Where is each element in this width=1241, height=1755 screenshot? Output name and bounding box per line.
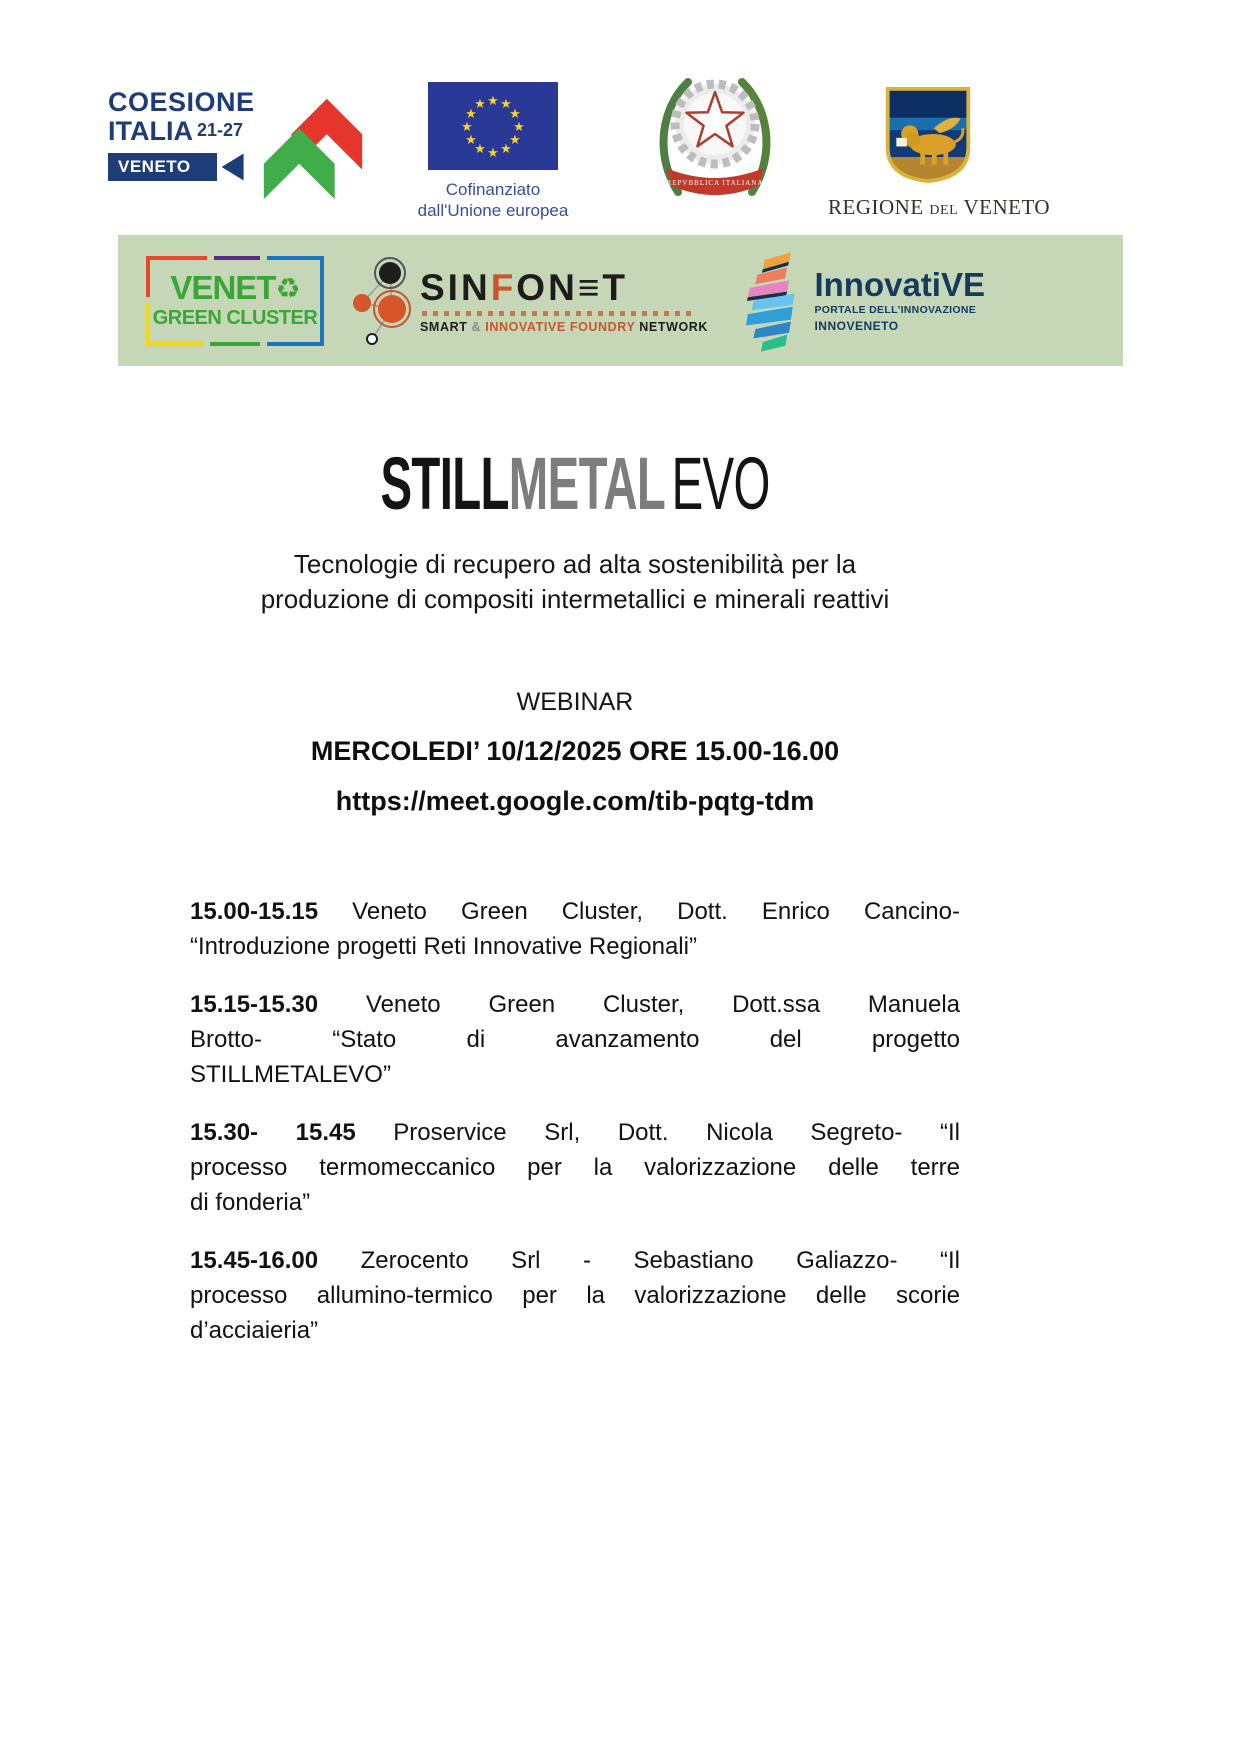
vgc-frame-segment (210, 342, 260, 346)
agenda-line: 15.45-16.00 Zerocento Srl - Sebastiano Galiazzo- “Il (190, 1247, 960, 1274)
subtitle-line2: produzione di compositi intermetallici e minerali reattivi (260, 584, 890, 614)
emblem-ribbon-text: REPVBBLICA ITALIANA (666, 179, 764, 187)
project-subtitle (190, 547, 960, 617)
sinfonet-tagline: SMART & INNOVATIVE FOUNDRY NETWORK (420, 319, 709, 334)
svg-text:★: ★ (509, 133, 521, 148)
agenda-item (190, 894, 960, 964)
svg-text:★: ★ (487, 94, 499, 109)
agenda-line: processo allumino-termico per la valorizzazione delle scorie (190, 1282, 960, 1309)
agenda-time: 15.30- 15.45 (190, 1119, 356, 1146)
meet-link[interactable]: https://meet.google.com/tib-pqtg-tdm (335, 786, 815, 816)
coesione-italia-logo (108, 88, 358, 198)
eu-caption (408, 179, 578, 221)
agenda-item (190, 987, 960, 1092)
left-arrow-icon (222, 154, 244, 181)
sinfonet-logo (350, 253, 708, 349)
project-title (190, 442, 960, 525)
title-part-evo: EVO (671, 442, 770, 525)
svg-text:★: ★ (513, 120, 525, 135)
vgc-frame-segment (146, 304, 150, 345)
vgc-frame-segment (320, 256, 324, 346)
document-body (190, 442, 961, 1371)
vgc-frame-segment (146, 342, 203, 346)
title-part-still: STILL (380, 442, 509, 525)
agenda-item (190, 1243, 960, 1348)
agenda-time: 15.45-16.00 (190, 1247, 319, 1274)
subtitle-line1: Tecnologie di recupero ad alta sostenibilità per la (293, 549, 857, 579)
innovative-logo (746, 247, 985, 355)
vgc-frame-segment (214, 256, 260, 260)
vgc-frame-segment (267, 256, 324, 260)
webinar-datetime: MERCOLEDI’ 10/12/2025 ORE 15.00-16.00 (310, 736, 840, 766)
agenda-line: processo termomeccanico per la valorizzazione delle terre (190, 1154, 960, 1181)
agenda-time: 15.15-15.30 (190, 991, 319, 1018)
svg-text:★: ★ (500, 97, 512, 112)
innovative-ribbon-icon (746, 247, 804, 355)
agenda-line: 15.30- 15.45 Proservice Srl, Dott. Nicola Segreto- “Il (190, 1119, 961, 1146)
vgc-name: VENET♻ (170, 269, 300, 306)
sinfonet-text (420, 268, 708, 334)
vgc-frame-segment (267, 342, 324, 346)
repubblica-emblem-icon (650, 62, 780, 210)
svg-text:★: ★ (465, 107, 477, 122)
agenda-line: 15.15-15.30 Veneto Green Cluster, Dott.ssa Manuela (190, 991, 960, 1018)
sinfonet-molecule-icon (350, 253, 412, 349)
vgc-frame-segment (146, 256, 150, 297)
coesione-line1: COESIONE (108, 87, 255, 117)
svg-text:★: ★ (465, 133, 477, 148)
innovative-text (814, 268, 985, 333)
coesione-text (108, 88, 358, 181)
svg-text:★: ★ (500, 142, 512, 157)
svg-text:★: ★ (509, 107, 521, 122)
agenda-line: STILLMETALEVO” (190, 1061, 391, 1088)
eu-caption-line2: dall'Unione europea (417, 201, 569, 220)
svg-text:★: ★ (474, 97, 486, 112)
agenda (190, 894, 960, 1348)
sinfonet-dots-divider (422, 311, 697, 316)
eu-flag-icon (428, 82, 558, 170)
innovative-sub1: PORTALE DELL'INNOVAZIONE (814, 304, 977, 316)
agenda-time: 15.00-15.15 (190, 898, 319, 925)
eu-caption-line1: Cofinanziato (445, 180, 541, 199)
coesione-veneto-bar (108, 153, 358, 181)
title-part-metal: METAL (508, 442, 666, 525)
coesione-years: 21-27 (196, 120, 244, 140)
agenda-line: Brotto- “Stato di avanzamento del progetto (190, 1026, 960, 1053)
agenda-line: 15.00-15.15 Veneto Green Cluster, Dott. Enrico Cancino- (190, 898, 960, 925)
agenda-line: di fonderia” (190, 1189, 311, 1216)
innovative-sub2: INNOVENETO (814, 319, 899, 333)
regione-caption: REGIONE DEL VENETO (828, 195, 1051, 219)
regione-veneto-logo (828, 84, 1051, 220)
coesione-line2: ITALIA 21-27 (108, 116, 244, 146)
agenda-line: “Introduzione progetti Reti Innovative Regionali” (190, 933, 697, 960)
vgc-subname: GREEN CLUSTER (152, 307, 318, 329)
eu-flag-logo (408, 82, 578, 221)
webinar-label: WEBINAR (516, 688, 634, 716)
veneto-green-cluster-logo (146, 256, 324, 346)
innovative-name: InnovatiVE (814, 266, 985, 303)
agenda-line: d’acciaieria” (190, 1317, 319, 1344)
repubblica-italiana-emblem (650, 62, 780, 215)
cluster-banner (118, 235, 1123, 366)
vgc-frame-segment (146, 256, 207, 260)
agenda-item (190, 1115, 960, 1220)
recycle-icon: ♻ (275, 273, 300, 304)
veneto-badge: VENETO (108, 153, 217, 181)
svg-text:★: ★ (487, 146, 499, 161)
svg-text:★: ★ (461, 120, 473, 135)
svg-text:★: ★ (474, 142, 486, 157)
veneto-lion-shield-icon (880, 84, 976, 184)
partner-logos-row (0, 0, 1241, 235)
sinfonet-name: SINFON≡T (420, 266, 628, 308)
